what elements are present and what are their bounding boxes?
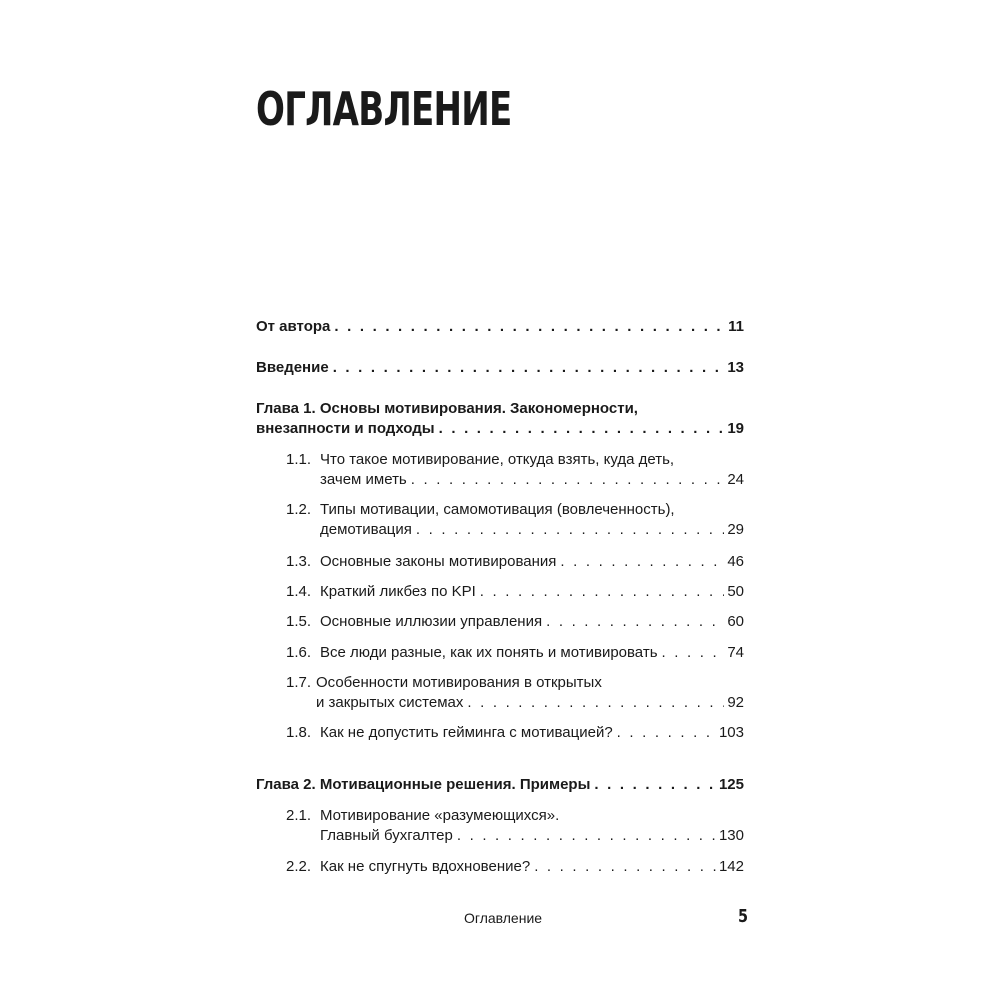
entry-number: 2.1. (286, 807, 312, 824)
dot-leader (334, 317, 725, 337)
entry-title: Основные иллюзии управления (320, 613, 543, 630)
toc-entry (256, 317, 744, 337)
entry-title: Глава 2. Мотивационные решения. Примеры (256, 776, 591, 793)
entry-number: 1.6. (286, 644, 312, 661)
entry-title: Введение (256, 359, 329, 376)
entry-number: 1.2. (286, 501, 312, 518)
dot-leader (467, 693, 724, 713)
dot-leader (480, 582, 725, 602)
entry-page: 13 (727, 359, 744, 376)
entry-number: 1.1. (286, 451, 312, 468)
entry-title: Мотивирование «разумеющихся». (320, 807, 560, 824)
entry-title: Особенности мотивирования в открытых (316, 674, 602, 691)
entry-number: 2.2. (286, 858, 312, 875)
entry-page: 142 (718, 858, 744, 875)
toc-entry (256, 723, 744, 743)
dot-leader (594, 775, 716, 795)
toc-entry (256, 358, 744, 378)
entry-title: и закрытых системах (316, 694, 464, 711)
dot-leader (411, 470, 725, 490)
entry-title: Все люди разные, как их понять и мотивировать (320, 644, 658, 661)
entry-title: Глава 1. Основы мотивирования. Закономерности, (256, 400, 638, 417)
running-footer-label: Оглавление (464, 910, 543, 926)
entry-page: 92 (727, 694, 744, 711)
entry-page: 60 (727, 613, 744, 630)
entry-page: 74 (727, 644, 744, 661)
entry-title: Как не спугнуть вдохновение? (320, 858, 531, 875)
entry-number: 1.3. (286, 553, 312, 570)
entry-page: 11 (728, 318, 744, 335)
entry-title: демотивация (320, 521, 412, 538)
entry-page: 19 (727, 420, 744, 437)
toc-entry (256, 643, 744, 663)
dot-leader (439, 419, 725, 439)
entry-page: 125 (718, 776, 744, 793)
toc-entry (256, 399, 744, 439)
dot-leader (457, 826, 716, 846)
entry-title: Основные законы мотивирования (320, 553, 557, 570)
entry-title: зачем иметь (320, 471, 407, 488)
entry-page: 24 (727, 471, 744, 488)
entry-title: Как не допустить гейминга с мотивацией? (320, 724, 613, 741)
dot-leader (662, 643, 725, 663)
entry-number: 1.8. (286, 724, 312, 741)
entry-number: 1.5. (286, 613, 312, 630)
toc-entry (256, 582, 744, 602)
toc-entry (256, 775, 744, 795)
entry-page: 29 (727, 521, 744, 538)
entry-title: внезапности и подходы (256, 420, 435, 437)
toc-entry (256, 552, 744, 572)
dot-leader (546, 612, 724, 632)
dot-leader (534, 857, 716, 877)
entry-page: 103 (718, 724, 744, 741)
toc-entry (256, 450, 744, 490)
toc-entry (256, 612, 744, 632)
dot-leader (617, 723, 716, 743)
toc-entry (256, 857, 744, 877)
page-number: 5 (738, 906, 749, 927)
dot-leader (416, 520, 724, 540)
dot-leader (333, 358, 725, 378)
entry-page: 46 (727, 553, 744, 570)
dot-leader (560, 552, 724, 572)
entry-title: Краткий ликбез по KPI (320, 583, 476, 600)
page-title: ОГЛАВЛЕНИЕ (256, 82, 512, 136)
entry-title: Типы мотивации, самомотивация (вовлеченность), (320, 501, 675, 518)
toc-entry (256, 673, 744, 713)
entry-title: Что такое мотивирование, откуда взять, куда деть, (320, 451, 675, 468)
entry-number: 1.4. (286, 583, 312, 600)
entry-page: 130 (718, 827, 744, 844)
toc-entry (256, 806, 744, 846)
toc-entry (256, 500, 744, 540)
entry-number: 1.7. (286, 674, 312, 691)
entry-page: 50 (727, 583, 744, 600)
entry-title: От автора (256, 318, 331, 335)
entry-title: Главный бухгалтер (320, 827, 453, 844)
